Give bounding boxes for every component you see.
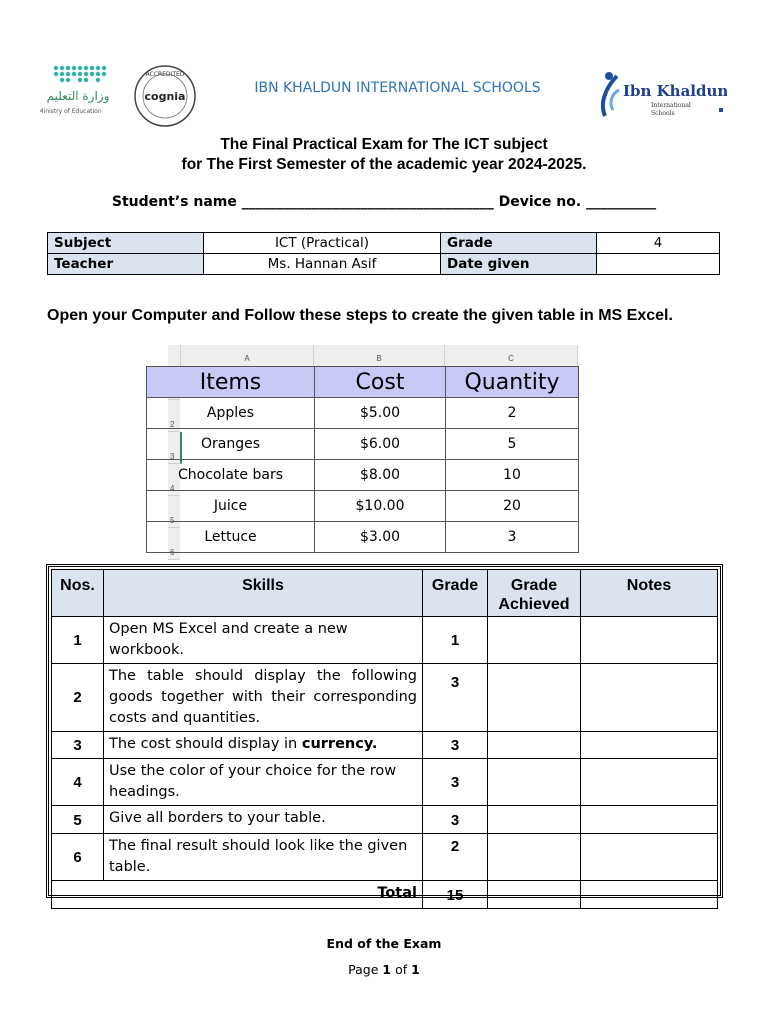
exam-title-line2: for The First Semester of the academic year 2024-2025. (181, 156, 587, 173)
excel-cell: 3 (446, 522, 579, 553)
grade-value: 4 (597, 233, 720, 254)
header-grade: Grade (423, 570, 488, 617)
excel-cell: $3.00 (315, 522, 446, 553)
skill-row (52, 834, 718, 881)
skills-table (51, 569, 718, 909)
notes-cell (581, 806, 718, 834)
grade-label: Grade (441, 233, 597, 254)
excel-header-cost: Cost (315, 367, 446, 398)
grade-achieved-cell (488, 834, 581, 881)
grade-achieved-cell (488, 617, 581, 664)
info-row-teacher (48, 254, 720, 275)
skill-text (104, 732, 423, 759)
skill-text: Open MS Excel and create a new workbook. (104, 617, 423, 664)
excel-header-items: Items (147, 367, 315, 398)
total-row (52, 881, 718, 909)
notes-cell (581, 834, 718, 881)
cognia-badge-name: cognia (144, 90, 186, 103)
ibn-khaldun-logo (595, 66, 727, 126)
skill-row (52, 732, 718, 759)
skills-table-frame (46, 564, 723, 904)
skill-text-plain: The cost should display in (109, 736, 302, 752)
header-skills: Skills (104, 570, 423, 617)
page-current: 1 (382, 962, 392, 977)
excel-cell: $6.00 (315, 429, 446, 460)
skill-grade: 3 (423, 732, 488, 759)
exam-title (40, 135, 728, 175)
excel-row (147, 429, 579, 460)
skill-number: 1 (52, 617, 104, 664)
skill-number: 5 (52, 806, 104, 834)
grade-achieved-cell (488, 806, 581, 834)
student-name-device-line: Student’s name ____________________________________ Device no. __________ (111, 194, 657, 210)
page-of: of (391, 962, 412, 977)
skill-number: 6 (52, 834, 104, 881)
teacher-value: Ms. Hannan Asif (204, 254, 441, 275)
total-grade-achieved-cell (488, 881, 581, 909)
subject-label: Subject (48, 233, 204, 254)
skill-row (52, 617, 718, 664)
skill-grade: 3 (423, 806, 488, 834)
ministry-logo-english: Ministry of Education (40, 108, 102, 115)
notes-cell (581, 732, 718, 759)
notes-cell (581, 664, 718, 732)
skill-text: The table should display the following goods together with their corresponding costs and quantities. (104, 664, 423, 732)
skill-text: Give all borders to your table. (104, 806, 423, 834)
total-value: 15 (423, 881, 488, 909)
skill-grade: 3 (423, 664, 488, 732)
excel-cell: 10 (446, 460, 579, 491)
skill-number: 3 (52, 732, 104, 759)
skill-grade: 3 (423, 759, 488, 806)
excel-cell: Oranges (147, 429, 315, 460)
page-number (40, 962, 728, 977)
excel-cell: Lettuce (147, 522, 315, 553)
page-total: 1 (411, 962, 420, 977)
date-given-value (597, 254, 720, 275)
exam-title-line1: The Final Practical Exam for The ICT subject (220, 136, 548, 153)
grade-achieved-cell (488, 664, 581, 732)
skill-text-bold: currency. (301, 736, 378, 752)
excel-header-quantity: Quantity (446, 367, 579, 398)
date-given-label: Date given (441, 254, 597, 275)
grade-achieved-cell (488, 759, 581, 806)
ministry-logo-arabic: وزارة التعليم (46, 89, 110, 103)
info-row-subject (48, 233, 720, 254)
cognia-badge-accredited: ACCREDITED (145, 71, 185, 78)
excel-row (147, 398, 579, 429)
excel-sample-table (146, 366, 579, 553)
skills-header-row (52, 570, 718, 617)
excel-cell: $5.00 (315, 398, 446, 429)
skill-row (52, 759, 718, 806)
sheet-row-number: 4 (168, 464, 180, 496)
total-label: Total (52, 881, 423, 909)
instruction-text: Open your Computer and Follow these steps to create the given table in MS Excel. (47, 307, 673, 324)
total-notes-cell (581, 881, 718, 909)
ministry-of-education-logo (40, 60, 112, 120)
sheet-column-header-a: A (181, 345, 314, 368)
skill-grade: 1 (423, 617, 488, 664)
subject-value: ICT (Practical) (204, 233, 441, 254)
skill-text: The final result should look like the given table. (104, 834, 423, 881)
excel-header-row (147, 367, 579, 398)
header-notes: Notes (581, 570, 718, 617)
excel-row (147, 491, 579, 522)
page-prefix: Page (348, 962, 383, 977)
skill-number: 2 (52, 664, 104, 732)
excel-row (147, 460, 579, 491)
excel-cell: 2 (446, 398, 579, 429)
ibn-logo-sub2: Schools (651, 110, 675, 117)
grade-achieved-cell (488, 732, 581, 759)
sheet-column-header-c: C (445, 345, 578, 368)
header-grade-achieved: Grade Achieved (488, 570, 581, 617)
exam-info-table (47, 232, 720, 275)
header-nos: Nos. (52, 570, 104, 617)
sheet-row-number: 5 (168, 496, 180, 528)
sheet-row-number: 2 (168, 400, 180, 432)
excel-cell: Juice (147, 491, 315, 522)
excel-cell: Apples (147, 398, 315, 429)
skill-row (52, 664, 718, 732)
teacher-label: Teacher (48, 254, 204, 275)
sheet-row-number: 6 (168, 528, 180, 560)
ibn-logo-name: Ibn Khaldun (623, 82, 727, 100)
skill-number: 4 (52, 759, 104, 806)
skill-text: Use the color of your choice for the row headings. (104, 759, 423, 806)
notes-cell (581, 617, 718, 664)
skill-grade: 2 (423, 834, 488, 881)
excel-row (147, 522, 579, 553)
excel-cell: 5 (446, 429, 579, 460)
school-name: IBN KHALDUN INTERNATIONAL SCHOOLS (254, 80, 541, 96)
sheet-corner (168, 345, 181, 368)
excel-cell: Chocolate bars (147, 460, 315, 491)
excel-cell: $10.00 (315, 491, 446, 522)
end-of-exam: End of the Exam (326, 936, 442, 951)
ibn-logo-sub1: International (651, 102, 691, 109)
notes-cell (581, 759, 718, 806)
cognia-accreditation-badge (133, 64, 197, 128)
excel-cell: $8.00 (315, 460, 446, 491)
sheet-row-number: 3 (168, 432, 182, 464)
sheet-column-header-b: B (314, 345, 445, 368)
excel-cell: 20 (446, 491, 579, 522)
skill-row (52, 806, 718, 834)
